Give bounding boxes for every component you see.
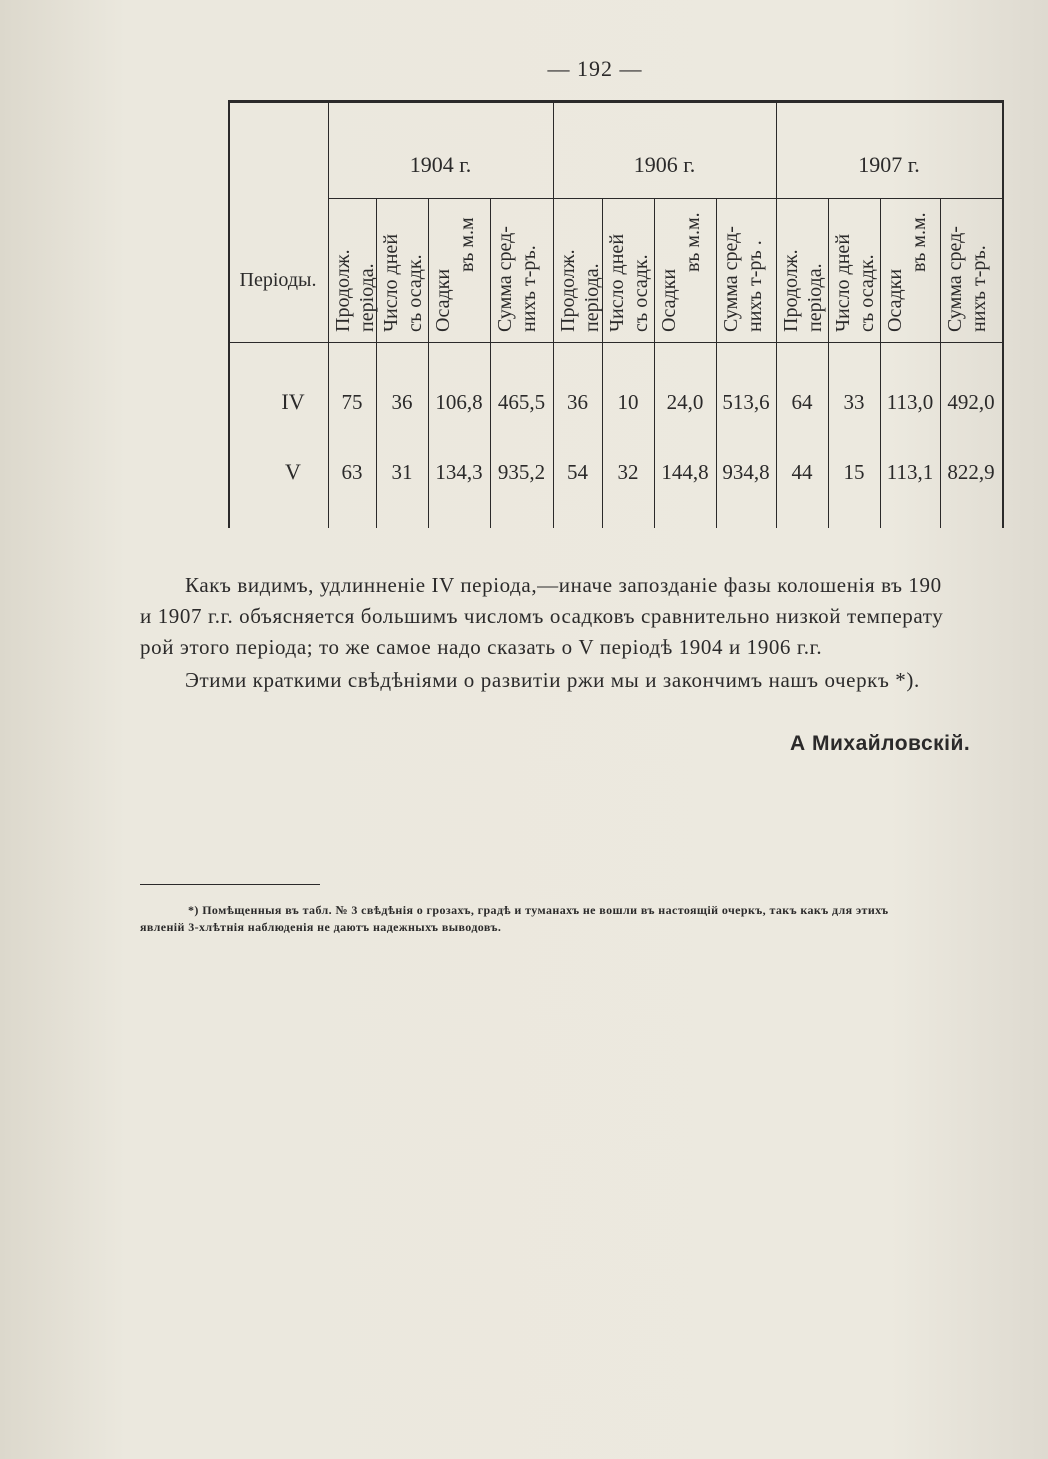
- column-header-line: Осадки: [432, 268, 454, 332]
- column-header-line: періода.: [804, 263, 826, 332]
- table-cell: 32: [617, 459, 639, 484]
- footnote-line: явленій 3-хлѣтнія наблюденія не даютъ надежныхъ выводовъ.: [140, 920, 502, 934]
- column-header: [493, 226, 541, 332]
- table-right-rule: [1002, 100, 1004, 528]
- column-header: [657, 212, 705, 332]
- column-header-line: періода.: [581, 263, 603, 332]
- column-header-line: въ м.м: [456, 217, 478, 272]
- column-header: [883, 212, 931, 332]
- row-header-label: Періоды.: [239, 268, 317, 291]
- column-header: [556, 249, 604, 332]
- table-left-rule: [228, 100, 230, 528]
- column-header: [331, 249, 379, 332]
- table-cell: 935,2: [497, 459, 546, 484]
- table-cell: 15: [843, 459, 865, 484]
- footnote-line: *) Помѣщенныя въ табл. № 3 свѣдѣнія о грозахъ, градѣ и туманахъ не вошли въ настоящій очеркъ, такъ какъ для этихъ: [188, 903, 889, 917]
- table-cell: 63: [341, 459, 363, 484]
- table-cell: 113,0: [886, 389, 934, 414]
- table-cell: 106,8: [435, 389, 483, 414]
- table-cell: 10: [617, 389, 639, 414]
- column-header-line: Число дней: [832, 233, 854, 332]
- data-table: [228, 100, 1004, 528]
- period-label: V: [285, 459, 301, 484]
- year-header: 1904 г.: [409, 152, 472, 177]
- column-header: [831, 234, 879, 332]
- column-header: [779, 249, 827, 332]
- column-header-line: Продолж.: [332, 249, 354, 332]
- table-top-rule: [228, 100, 1004, 103]
- column-header: [379, 234, 427, 332]
- body-line: и 1907 г.г. объясняется большимъ числомъ осадковъ сравнительно низкой температу: [140, 604, 944, 628]
- table-cell: 513,6: [722, 389, 770, 414]
- body-line: Какъ видимъ, удлинненіе IV періода,—иначе запозданіе фазы колошенія въ 190: [185, 573, 942, 597]
- table-cell: 465,5: [497, 389, 546, 414]
- column-header-line: Сумма сред-: [720, 226, 742, 332]
- table-cell: 36: [391, 389, 413, 414]
- table-cell: 934,8: [722, 459, 770, 484]
- column-header-line: нихъ т-ръ.: [518, 245, 540, 332]
- table-cell: 44: [791, 459, 813, 484]
- column-header-line: нихъ т-ръ .: [744, 240, 766, 332]
- period-label: IV: [281, 389, 305, 414]
- table-cell: 144,8: [661, 459, 709, 484]
- table-cell: 31: [391, 459, 413, 484]
- table-cell: 492,0: [947, 389, 995, 414]
- column-header-line: Осадки: [658, 268, 680, 332]
- table-cell: 822,9: [947, 459, 995, 484]
- column-header-line: Сумма сред-: [944, 226, 966, 332]
- column-header-line: Число дней: [380, 233, 402, 332]
- table-cell: 33: [843, 389, 865, 414]
- column-header-line: съ осадк.: [630, 254, 652, 332]
- page-number: — 192 —: [547, 56, 643, 81]
- table-cell: 24,0: [666, 389, 704, 414]
- column-header-line: нихъ т-ръ.: [968, 245, 990, 332]
- column-header-line: съ осадк.: [404, 254, 426, 332]
- column-header-line: Осадки: [884, 268, 906, 332]
- body-line: рой этого періода; то же самое надо сказать о V періодѣ 1904 и 1906 г.г.: [140, 635, 823, 659]
- table-cell: 134,3: [435, 459, 483, 484]
- year-header: 1907 г.: [858, 152, 920, 177]
- table-cell: 54: [567, 459, 588, 484]
- author-signature: А Михайловскій.: [790, 732, 971, 755]
- column-header: [605, 234, 653, 332]
- column-header: [431, 217, 479, 332]
- column-header: [943, 226, 991, 332]
- column-header-line: періода.: [356, 263, 378, 332]
- footnote-rule: [140, 884, 320, 885]
- table-cell: 75: [341, 389, 363, 414]
- table-cell: 64: [791, 389, 813, 414]
- body-line: Этими краткими свѣдѣніями о развитіи ржи мы и закончимъ нашъ очеркъ *).: [185, 668, 920, 692]
- table-cell: 113,1: [886, 459, 934, 484]
- column-header-line: Продолж.: [557, 249, 579, 332]
- column-header-line: въ м.м.: [682, 212, 704, 272]
- column-header-line: въ м.м.: [908, 212, 930, 272]
- column-header-line: съ осадк.: [856, 254, 878, 332]
- year-header: 1906 г.: [633, 152, 696, 177]
- table-header-rule: [228, 342, 1004, 343]
- column-header-line: Сумма сред-: [494, 226, 516, 332]
- column-header-line: Продолж.: [780, 249, 802, 332]
- column-header: [719, 226, 767, 332]
- table-divider: [328, 198, 1004, 199]
- table-cell: 36: [567, 389, 588, 414]
- column-header-line: Число дней: [606, 233, 628, 332]
